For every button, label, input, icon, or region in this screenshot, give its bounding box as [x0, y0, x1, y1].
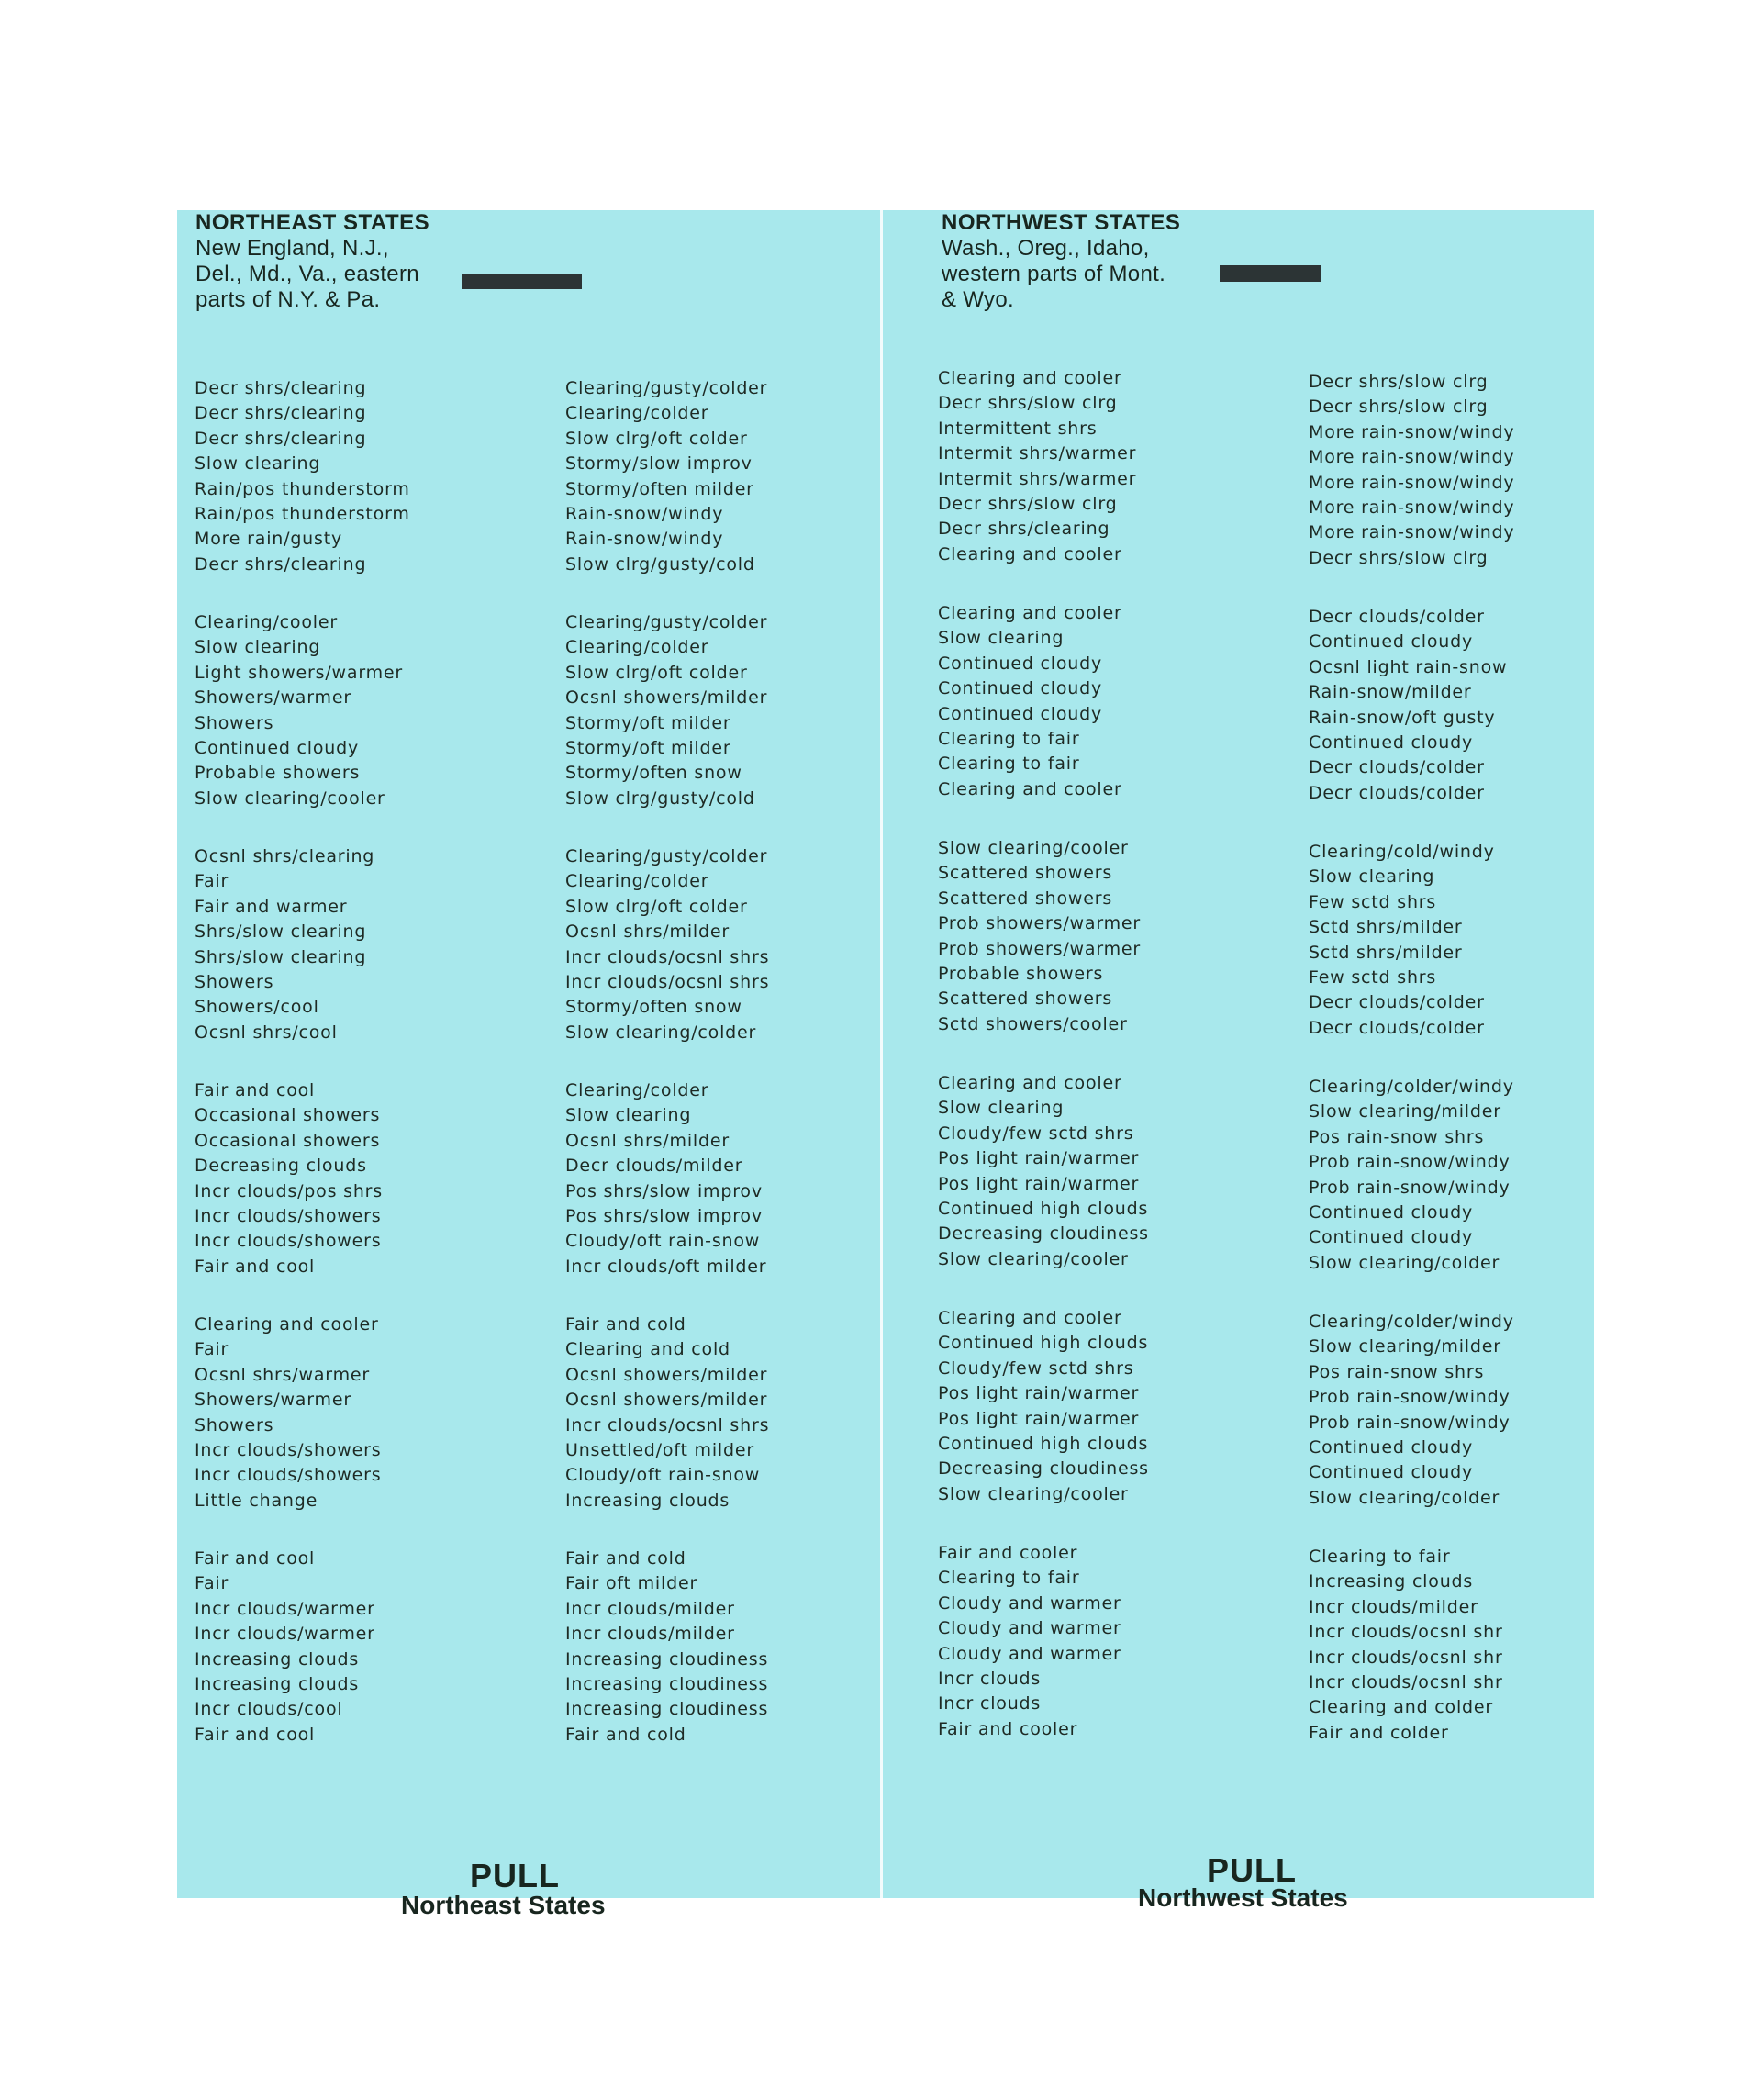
forecast-item: Prob rain-snow/windy: [1309, 1152, 1511, 1173]
forecast-sheet: [177, 210, 1594, 1919]
forecast-item: Slow clearing: [1309, 866, 1435, 888]
forecast-item: Slow clrg/gusty/cold: [565, 553, 755, 575]
redaction-bar: [462, 274, 582, 289]
forecast-item: Sctd shrs/milder: [1309, 942, 1463, 963]
forecast-item: Slow clrg/oft colder: [565, 662, 748, 683]
forecast-item: Stormy/oft milder: [565, 737, 731, 758]
forecast-group: [938, 836, 1141, 1037]
redaction-bar: [1220, 265, 1321, 282]
forecast-group: [195, 1078, 383, 1279]
forecast-item: Ocsnl shrs/warmer: [195, 1364, 370, 1385]
forecast-item: Fair and cool: [195, 1548, 316, 1569]
forecast-group: [938, 601, 1122, 802]
forecast-item: Incr clouds/cool: [195, 1699, 343, 1720]
forecast-item: Probable showers: [938, 963, 1104, 984]
forecast-item: Intermit shrs/warmer: [938, 468, 1137, 489]
forecast-item: Pos shrs/slow improv: [565, 1180, 763, 1201]
forecast-item: Decr shrs/clearing: [195, 553, 367, 575]
forecast-item: Increasing cloudiness: [565, 1699, 769, 1720]
forecast-item: Continued high clouds: [938, 1333, 1149, 1354]
forecast-item: Prob showers/warmer: [938, 938, 1142, 959]
forecast-item: Occasional showers: [195, 1105, 381, 1126]
forecast-group: [195, 1312, 381, 1514]
forecast-item: Intermittent shrs: [938, 418, 1098, 439]
forecast-item: Increasing cloudiness: [565, 1648, 769, 1670]
forecast-item: Clearing and cooler: [938, 1073, 1122, 1093]
forecast-item: Decr shrs/slow clrg: [1309, 547, 1489, 568]
forecast-item: Continued cloudy: [1309, 732, 1474, 753]
forecast-group: [195, 844, 374, 1045]
forecast-item: Clearing to fair: [938, 754, 1080, 775]
forecast-item: Slow clearing: [938, 1098, 1065, 1119]
forecast-item: Decr clouds/milder: [565, 1156, 743, 1177]
forecast-item: Clearing/cooler: [195, 612, 338, 632]
forecast-item: Increasing cloudiness: [565, 1673, 769, 1694]
forecast-item: Slow clrg/gusty/cold: [565, 788, 755, 809]
forecast-item: Incr clouds: [938, 1693, 1042, 1715]
forecast-item: Pos shrs/slow improv: [565, 1205, 763, 1226]
forecast-item: Fair: [195, 1573, 229, 1594]
forecast-item: More rain-snow/windy: [1309, 447, 1515, 468]
northwest-title: NORTHWEST STATES: [942, 210, 1181, 235]
forecast-group: [565, 1312, 769, 1514]
forecast-item: Clearing/colder: [565, 871, 709, 892]
forecast-item: Continued cloudy: [938, 678, 1103, 699]
forecast-item: Ocsnl shrs/cool: [195, 1022, 338, 1043]
forecast-item: Slow clearing: [195, 637, 321, 658]
forecast-item: Continued high clouds: [938, 1433, 1149, 1454]
pull-label[interactable]: PULL: [470, 1857, 560, 1894]
forecast-item: Clearing and cold: [565, 1339, 730, 1360]
forecast-group: [565, 844, 769, 1045]
forecast-item: Prob rain-snow/windy: [1309, 1177, 1511, 1198]
forecast-item: Clearing and cooler: [938, 368, 1122, 388]
forecast-item: Cloudy/oft rain-snow: [565, 1465, 761, 1486]
forecast-item: Decr shrs/slow clrg: [938, 493, 1118, 514]
forecast-item: Sctd shrs/milder: [1309, 917, 1463, 938]
forecast-item: Showers/cool: [195, 997, 319, 1018]
forecast-item: Unsettled/oft milder: [565, 1439, 754, 1460]
forecast-item: Stormy/slow improv: [565, 453, 753, 475]
forecast-item: Clearing and cooler: [938, 603, 1122, 623]
forecast-group: [938, 366, 1136, 567]
forecast-group: [195, 376, 410, 577]
forecast-item: Cloudy and warmer: [938, 1618, 1121, 1639]
forecast-item: Incr clouds/oft milder: [565, 1256, 767, 1277]
forecast-item: Slow clearing/milder: [1309, 1101, 1501, 1123]
forecast-item: Ocsnl light rain-snow: [1309, 656, 1508, 677]
forecast-item: Few sctd shrs: [1309, 891, 1437, 912]
forecast-item: Slow clearing/cooler: [938, 838, 1129, 858]
forecast-item: Fair oft milder: [565, 1573, 698, 1594]
forecast-item: Decr shrs/clearing: [195, 378, 367, 398]
forecast-item: Fair and colder: [1309, 1722, 1449, 1743]
forecast-item: Fair and cool: [195, 1080, 316, 1100]
forecast-item: Clearing to fair: [938, 1568, 1080, 1589]
forecast-item: More rain-snow/windy: [1309, 497, 1515, 518]
northeast-subtitle-line: Del., Md., Va., eastern: [195, 262, 419, 286]
forecast-item: More rain-snow/windy: [1309, 522, 1515, 543]
forecast-item: Pos rain-snow shrs: [1309, 1361, 1485, 1382]
forecast-item: Decr shrs/clearing: [938, 519, 1110, 540]
forecast-item: Stormy/often snow: [565, 997, 742, 1018]
forecast-item: Continued cloudy: [938, 653, 1103, 674]
forecast-item: Ocsnl shrs/milder: [565, 1130, 730, 1151]
forecast-item: Cloudy/oft rain-snow: [565, 1231, 761, 1252]
northeast-header: [195, 210, 429, 313]
forecast-item: Showers/warmer: [195, 687, 351, 709]
forecast-item: Few sctd shrs: [1309, 966, 1437, 988]
forecast-item: Decreasing clouds: [195, 1156, 367, 1177]
forecast-item: Fair and cold: [565, 1548, 686, 1569]
forecast-item: Increasing clouds: [565, 1490, 730, 1511]
forecast-item: Rain/pos thunderstorm: [195, 478, 410, 499]
forecast-item: Sctd showers/cooler: [938, 1013, 1128, 1034]
northwest-subtitle-line: western parts of Mont.: [942, 262, 1166, 286]
forecast-item: Prob rain-snow/windy: [1309, 1387, 1511, 1408]
forecast-item: Fair: [195, 871, 229, 892]
forecast-item: Ocsnl showers/milder: [565, 1364, 768, 1385]
forecast-item: Incr clouds/showers: [195, 1205, 382, 1226]
forecast-item: Scattered showers: [938, 863, 1113, 884]
forecast-item: Stormy/often snow: [565, 763, 742, 784]
forecast-item: Decr shrs/slow clrg: [1309, 372, 1489, 392]
forecast-group: [1309, 370, 1514, 571]
forecast-item: Pos light rain/warmer: [938, 1148, 1140, 1169]
forecast-item: Rain-snow/windy: [565, 503, 724, 524]
forecast-item: Fair and cool: [195, 1724, 316, 1745]
forecast-item: Little change: [195, 1490, 318, 1511]
forecast-item: Cloudy and warmer: [938, 1592, 1121, 1614]
forecast-item: Continued high clouds: [938, 1198, 1149, 1219]
northeast-subtitle-line: parts of N.Y. & Pa.: [195, 287, 381, 312]
northeast-subtitle-line: New England, N.J.,: [195, 236, 389, 261]
forecast-item: Showers: [195, 971, 274, 992]
forecast-item: Slow clrg/oft colder: [565, 428, 748, 449]
forecast-item: Clearing to fair: [1309, 1547, 1451, 1567]
forecast-item: Decr clouds/colder: [1309, 757, 1485, 778]
forecast-item: Clearing/colder: [565, 637, 709, 658]
forecast-item: Incr clouds/ocsnl shrs: [565, 1414, 770, 1435]
forecast-item: Clearing/colder: [565, 403, 709, 424]
forecast-item: More rain-snow/windy: [1309, 421, 1515, 442]
forecast-item: Incr clouds/showers: [195, 1231, 382, 1252]
forecast-item: Clearing/colder/windy: [1309, 1312, 1514, 1332]
forecast-group: [1309, 840, 1495, 1041]
forecast-item: Incr clouds/milder: [565, 1598, 735, 1619]
forecast-item: More rain/gusty: [195, 529, 343, 550]
northeast-panel: [177, 210, 880, 1919]
forecast-item: Clearing/gusty/colder: [565, 846, 768, 866]
northwest-subtitle-line: Wash., Oreg., Idaho,: [942, 236, 1150, 261]
forecast-item: Prob rain-snow/windy: [1309, 1412, 1511, 1433]
forecast-item: Slow clearing: [938, 628, 1065, 649]
forecast-item: Pos rain-snow shrs: [1309, 1126, 1485, 1147]
forecast-item: Fair and cold: [565, 1724, 686, 1745]
forecast-item: Slow clearing/cooler: [938, 1248, 1129, 1269]
forecast-item: Continued cloudy: [938, 703, 1103, 724]
forecast-item: Decr clouds/colder: [1309, 607, 1485, 627]
forecast-item: Clearing and cooler: [195, 1314, 379, 1335]
forecast-item: Cloudy/few sctd shrs: [938, 1357, 1134, 1379]
forecast-item: Decreasing cloudiness: [938, 1223, 1149, 1245]
forecast-item: Intermit shrs/warmer: [938, 443, 1137, 464]
forecast-item: Fair and cooler: [938, 1543, 1078, 1563]
forecast-item: Incr clouds: [938, 1668, 1042, 1689]
forecast-item: Shrs/slow clearing: [195, 922, 367, 943]
pull-subtitle: Northwest States: [1138, 1883, 1348, 1912]
forecast-group: [195, 1547, 375, 1748]
northwest-subtitle-line: & Wyo.: [942, 287, 1014, 312]
forecast-item: Continued cloudy: [1309, 1227, 1474, 1248]
forecast-item: Clearing and cooler: [938, 543, 1122, 564]
forecast-item: Slow clearing/colder: [565, 1022, 757, 1043]
forecast-item: Clearing/gusty/colder: [565, 612, 768, 632]
forecast-item: Incr clouds/warmer: [195, 1624, 375, 1645]
forecast-item: Rain-snow/milder: [1309, 682, 1472, 703]
forecast-item: Slow clearing/colder: [1309, 1487, 1500, 1508]
forecast-item: Slow clearing/milder: [1309, 1336, 1501, 1357]
forecast-item: Decr clouds/colder: [1309, 992, 1485, 1013]
forecast-item: Clearing and cooler: [938, 1308, 1122, 1328]
forecast-item: Shrs/slow clearing: [195, 946, 367, 967]
forecast-item: Stormy/oft milder: [565, 712, 731, 733]
forecast-item: Clearing and cooler: [938, 778, 1122, 799]
forecast-item: Cloudy/few sctd shrs: [938, 1123, 1134, 1144]
forecast-item: Pos light rain/warmer: [938, 1408, 1140, 1429]
forecast-item: Continued cloudy: [1309, 1201, 1474, 1223]
forecast-item: Incr clouds/showers: [195, 1439, 382, 1460]
forecast-item: Rain-snow/oft gusty: [1309, 707, 1496, 728]
forecast-item: Scattered showers: [938, 989, 1113, 1010]
forecast-item: Decr clouds/colder: [1309, 782, 1485, 803]
forecast-item: Slow clearing/colder: [1309, 1252, 1500, 1273]
forecast-group: [1309, 605, 1507, 806]
forecast-item: Fair and cool: [195, 1256, 316, 1277]
forecast-item: Increasing clouds: [1309, 1571, 1474, 1592]
forecast-item: Clearing and colder: [1309, 1697, 1494, 1718]
pull-subtitle: Northeast States: [401, 1891, 606, 1919]
forecast-item: Slow clearing/cooler: [938, 1483, 1129, 1504]
forecast-group: [1309, 1310, 1514, 1511]
forecast-item: Incr clouds/ocsnl shr: [1309, 1622, 1503, 1643]
forecast-item: Clearing/cold/windy: [1309, 842, 1495, 862]
forecast-item: Ocsnl shrs/milder: [565, 922, 730, 943]
forecast-item: Decr clouds/colder: [1309, 1017, 1485, 1038]
forecast-group: [938, 1541, 1121, 1742]
forecast-item: Prob showers/warmer: [938, 913, 1142, 934]
forecast-item: Incr clouds/milder: [565, 1624, 735, 1645]
forecast-item: Continued cloudy: [1309, 631, 1474, 653]
forecast-group: [938, 1306, 1149, 1507]
forecast-item: Scattered showers: [938, 888, 1113, 909]
forecast-item: Fair and warmer: [195, 896, 348, 917]
forecast-item: Incr clouds/ocsnl shr: [1309, 1671, 1503, 1692]
forecast-item: Rain/pos thunderstorm: [195, 503, 410, 524]
forecast-item: Slow clearing/cooler: [195, 788, 385, 809]
forecast-item: Decr shrs/slow clrg: [1309, 397, 1489, 418]
forecast-item: Showers: [195, 712, 274, 733]
forecast-item: More rain-snow/windy: [1309, 472, 1515, 493]
forecast-item: Rain-snow/windy: [565, 529, 724, 550]
forecast-item: Clearing/gusty/colder: [565, 378, 768, 398]
northeast-title: NORTHEAST STATES: [195, 210, 430, 235]
forecast-item: Incr clouds/ocsnl shrs: [565, 946, 770, 967]
forecast-item: Incr clouds/showers: [195, 1465, 382, 1486]
forecast-item: Incr clouds/warmer: [195, 1598, 375, 1619]
forecast-item: Ocsnl shrs/clearing: [195, 846, 375, 866]
forecast-item: Light showers/warmer: [195, 662, 404, 683]
forecast-item: Pos light rain/warmer: [938, 1383, 1140, 1404]
forecast-item: Showers/warmer: [195, 1390, 351, 1411]
pull-label[interactable]: PULL: [1207, 1851, 1297, 1889]
northwest-header: [942, 210, 1180, 313]
forecast-item: Ocsnl showers/milder: [565, 687, 768, 709]
forecast-group: [565, 610, 767, 811]
forecast-group: [565, 1547, 768, 1748]
forecast-item: Continued cloudy: [195, 737, 360, 758]
forecast-group: [938, 1071, 1149, 1272]
forecast-item: Clearing/colder: [565, 1080, 709, 1100]
forecast-item: Cloudy and warmer: [938, 1643, 1121, 1664]
forecast-item: Decr shrs/slow clrg: [938, 393, 1118, 414]
forecast-item: Decr shrs/clearing: [195, 428, 367, 449]
forecast-item: Probable showers: [195, 763, 361, 784]
forecast-item: Increasing clouds: [195, 1648, 360, 1670]
forecast-item: Fair and cooler: [938, 1718, 1078, 1739]
forecast-item: Clearing/colder/windy: [1309, 1077, 1514, 1097]
forecast-group: [1309, 1545, 1503, 1746]
forecast-group: [565, 376, 767, 577]
forecast-item: Occasional showers: [195, 1130, 381, 1151]
northwest-panel: [883, 210, 1594, 1912]
forecast-item: Pos light rain/warmer: [938, 1173, 1140, 1194]
forecast-item: Clearing to fair: [938, 728, 1080, 749]
forecast-item: Slow clearing: [195, 453, 321, 475]
forecast-item: Ocsnl showers/milder: [565, 1390, 768, 1411]
forecast-item: Incr clouds/ocsnl shrs: [565, 971, 770, 992]
forecast-group: [195, 610, 403, 811]
forecast-item: Showers: [195, 1414, 274, 1435]
forecast-item: Incr clouds/pos shrs: [195, 1180, 383, 1201]
forecast-item: Slow clearing: [565, 1105, 692, 1126]
forecast-item: Continued cloudy: [1309, 1462, 1474, 1483]
forecast-item: Slow clrg/oft colder: [565, 896, 748, 917]
forecast-item: Incr clouds/ocsnl shr: [1309, 1647, 1503, 1668]
forecast-item: Incr clouds/milder: [1309, 1596, 1478, 1617]
forecast-group: [565, 1078, 766, 1279]
forecast-item: Stormy/often milder: [565, 478, 754, 499]
forecast-item: Fair: [195, 1339, 229, 1360]
forecast-item: Fair and cold: [565, 1314, 686, 1335]
forecast-item: Increasing clouds: [195, 1673, 360, 1694]
forecast-group: [1309, 1075, 1514, 1276]
forecast-item: Continued cloudy: [1309, 1436, 1474, 1458]
forecast-item: Decreasing cloudiness: [938, 1458, 1149, 1480]
forecast-item: Decr shrs/clearing: [195, 403, 367, 424]
